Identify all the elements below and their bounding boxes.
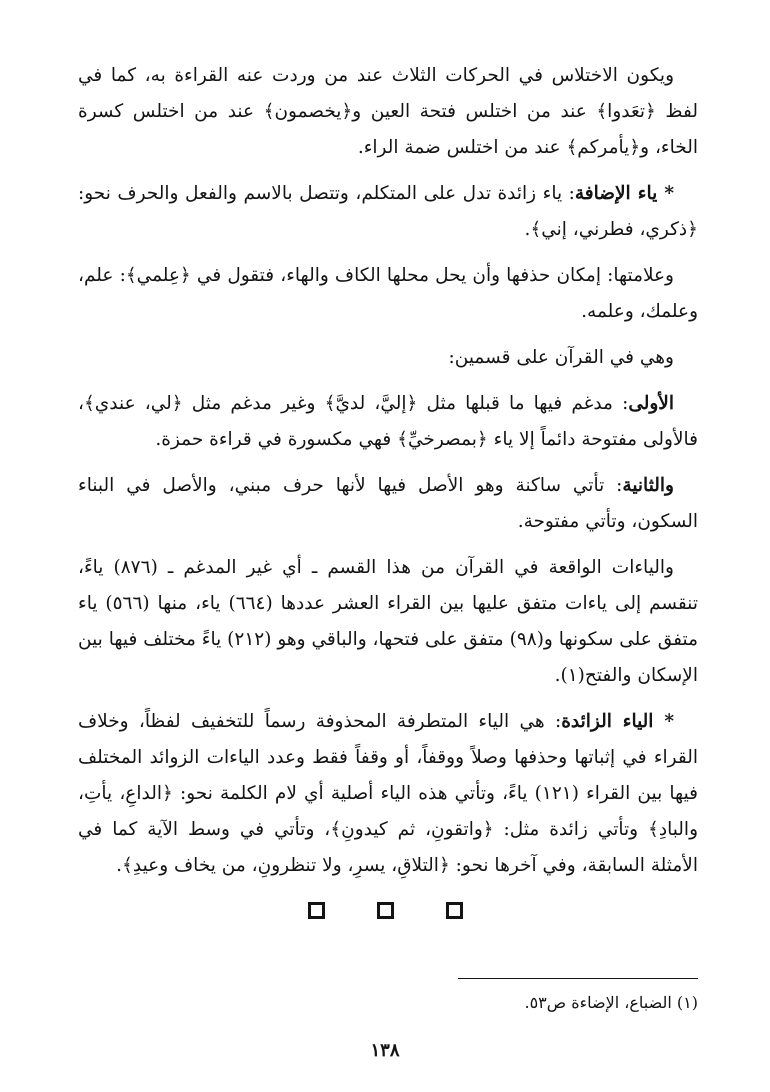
paragraph-body: وعلامتها: إمكان حذفها وأن يحل محلها الكاف والهاء، فتقول في ﴿عِلمي﴾: علم، وعلمك، وعلمه. [78,265,698,322]
paragraph-counts [78,550,698,694]
footnote-divider [458,978,698,979]
paragraph-heading: * ياء الإضافة [574,183,674,204]
paragraph-body: ويكون الاختلاس في الحركات الثلاث عند من وردت عنه القراءة به، كما في لفظ ﴿تعَدوا﴾ عند من اختلس فتحة العين و﴿يخصمون﴾ عند من اختلس كسرة الخاء، و﴿يأمركم﴾ عند من اختلس ضمة الراء. [78,65,698,158]
square-ornament-icon [377,902,394,919]
paragraph-ya-idafa [78,176,698,248]
paragraph-first-type [78,386,698,458]
section-ornaments [0,900,770,919]
paragraph-heading: والثانية [622,475,674,496]
paragraph-body: : ياء زائدة تدل على المتكلم، وتتصل بالاسم والفعل والحرف نحو: ﴿ذكري، فطرني، إني﴾. [78,183,698,240]
paragraph-qismayn [78,340,698,376]
paragraph-body: والياءات الواقعة في القرآن من هذا القسم ـ أي غير المدغم ـ (٨٧٦) ياءً، تنقسم إلى ياءات متفق عليها بين القراء العشر عددها (٦٦٤) ياء، منها (٥٦٦) ياء متفق على سكونها و(٩٨) متفق على فتحها، والباقي وهو (٢١٢) ياءً مختلف فيها بين الإسكان والفتح(١). [78,557,699,686]
paragraph-heading: الأولى [628,393,674,414]
page-number: ١٣٨ [370,1040,400,1061]
paragraph-body: : هي الياء المتطرفة المحذوفة رسماً للتخفيف لفظاً، وخلاف القراء في إثباتها وحذفها وصلاً ووقفاً، أو وقفاً فقط وعدد الياءات الزوائد المختلف فيها بين القراء (١٢١) ياءً، وتأتي هذه الياء أصلية أي لام الكلمة نحو: ﴿الداعِ، يأتِ، والبادِ﴾ وتأتي زائدة مثل: ﴿واتقونِ، ثم كيدونِ﴾، وتأتي في وسط الآية كما في الأمثلة السابقة، وفي آخرها نحو: ﴿التلاقِ، يسرِ، ولا تنظرونِ، من يخاف وعيدِ﴾. [78,711,698,876]
paragraph-body: : تأتي ساكنة وهو الأصل فيها لأنها حرف مبني، والأصل في البناء السكون، وتأتي مفتوحة. [78,475,698,532]
paragraph-heading: * الياء الزائدة [561,711,674,732]
footnote: (١) الضباع، الإضاءة ص٥٣. [524,993,698,1012]
paragraph-body: : مدغم فيها ما قبلها مثل ﴿إليَّ، لديَّ﴾ وغير مدغم مثل ﴿لي، عندي﴾، فالأولى مفتوحة دائماً إلا ياء ﴿بمصرخيِّ﴾ فهي مكسورة في قراءة حمزة. [78,393,698,450]
paragraph-second-type [78,468,698,540]
paragraph-ikhtilas [78,58,698,166]
square-ornament-icon [446,902,463,919]
main-text [78,58,698,894]
paragraph-alamatuha [78,258,698,330]
paragraph-body: وهي في القرآن على قسمين: [448,347,674,368]
paragraph-ya-zaida [78,704,698,884]
square-ornament-icon [308,902,325,919]
